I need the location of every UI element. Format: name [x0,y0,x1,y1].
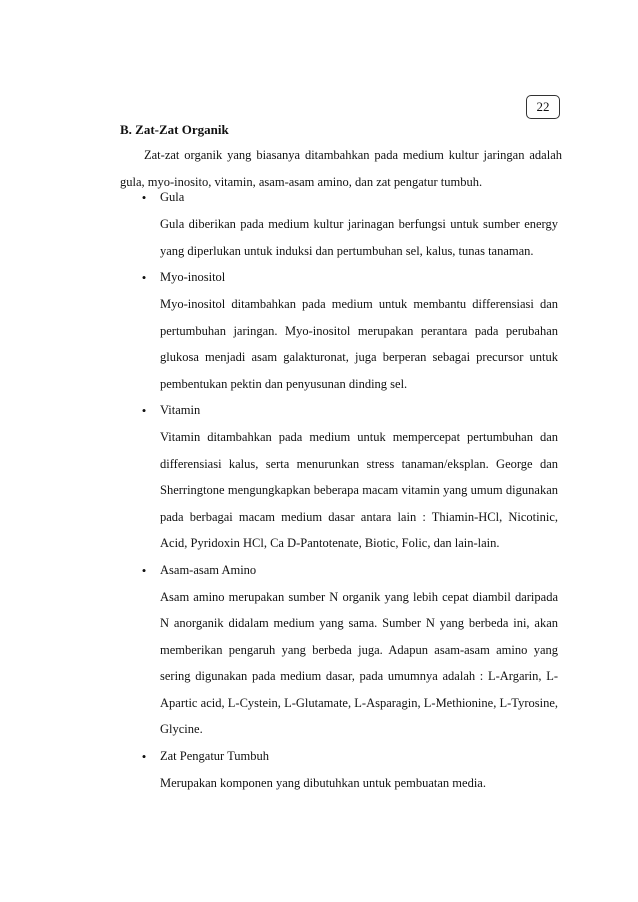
item-title: Zat Pengatur Tumbuh [160,748,270,763]
item-title: Vitamin [160,403,201,417]
list-item-zat-pengatur-tumbuh [141,743,558,797]
item-title: Asam-asam Amino [160,562,257,577]
bullet-list [141,184,558,796]
bullet-icon: • [141,270,147,285]
list-item-asam-amino [141,557,558,743]
list-item-myo-inositol [141,264,558,397]
item-body: Asam amino merupakan sumber N organik yang lebih cepat diambil daripada N anorganik didalam medium yang sama. Sumber N yang berbeda ini, akan memberikan pengaruh yang berbeda juga. Adapun asam-asam amino yang sering digunakan pada medium dasar, pada umumnya adalah : L-Argarin, L-Apartic acid, L-Cystein, L-Glutamate, L-Asparagin, L-Methionine, L-Tyrosine, Glycine. [160,589,558,736]
item-title: Myo-inositol [160,270,226,284]
item-title: Gula [160,190,185,204]
bullet-icon: • [141,403,147,418]
bullet-icon: • [141,748,147,764]
section-heading: B. Zat-Zat Organik [120,122,229,137]
bullet-icon: • [141,562,147,578]
list-item-gula [141,184,558,264]
list-item-vitamin [141,397,558,557]
item-body: Merupakan komponen yang dibutuhkan untuk pembuatan media. [160,775,486,790]
page-number-box: 22 [526,95,560,119]
bullet-icon: • [141,190,147,205]
item-body: Gula diberikan pada medium kultur jarinagan berfungsi untuk sumber energy yang diperlukan untuk induksi dan pertumbuhan sel, kalus, tunas tanaman. [160,217,558,258]
item-body: Myo-inositol ditambahkan pada medium untuk membantu differensiasi dan pertumbuhan jaringan. Myo-inositol merupakan perantara pada perubahan glukosa menjadi asam galakturonat, juga berperan sebagai precursor untuk pembentukan pektin dan penyusunan dinding sel. [160,297,558,391]
intro-paragraph: Zat-zat organik yang biasanya ditambahkan pada medium kultur jaringan adalah gula, myo-inosito, vitamin, asam-asam amino, dan zat pengatur tumbuh. [120,148,562,189]
item-body: Vitamin ditambahkan pada medium untuk mempercepat pertumbuhan dan differensiasi kalus, serta menurunkan stress tanaman/eksplan. George dan Sherringtone mengungkapkan beberapa macam vitamin yang umum digunakan pada berbagai macam medium dasar antara lain : Thiamin-HCl, Nicotinic, Acid, Pyridoxin HCl, Ca D-Pantotenate, Biotic, Folic, dan lain-lain. [160,430,558,550]
